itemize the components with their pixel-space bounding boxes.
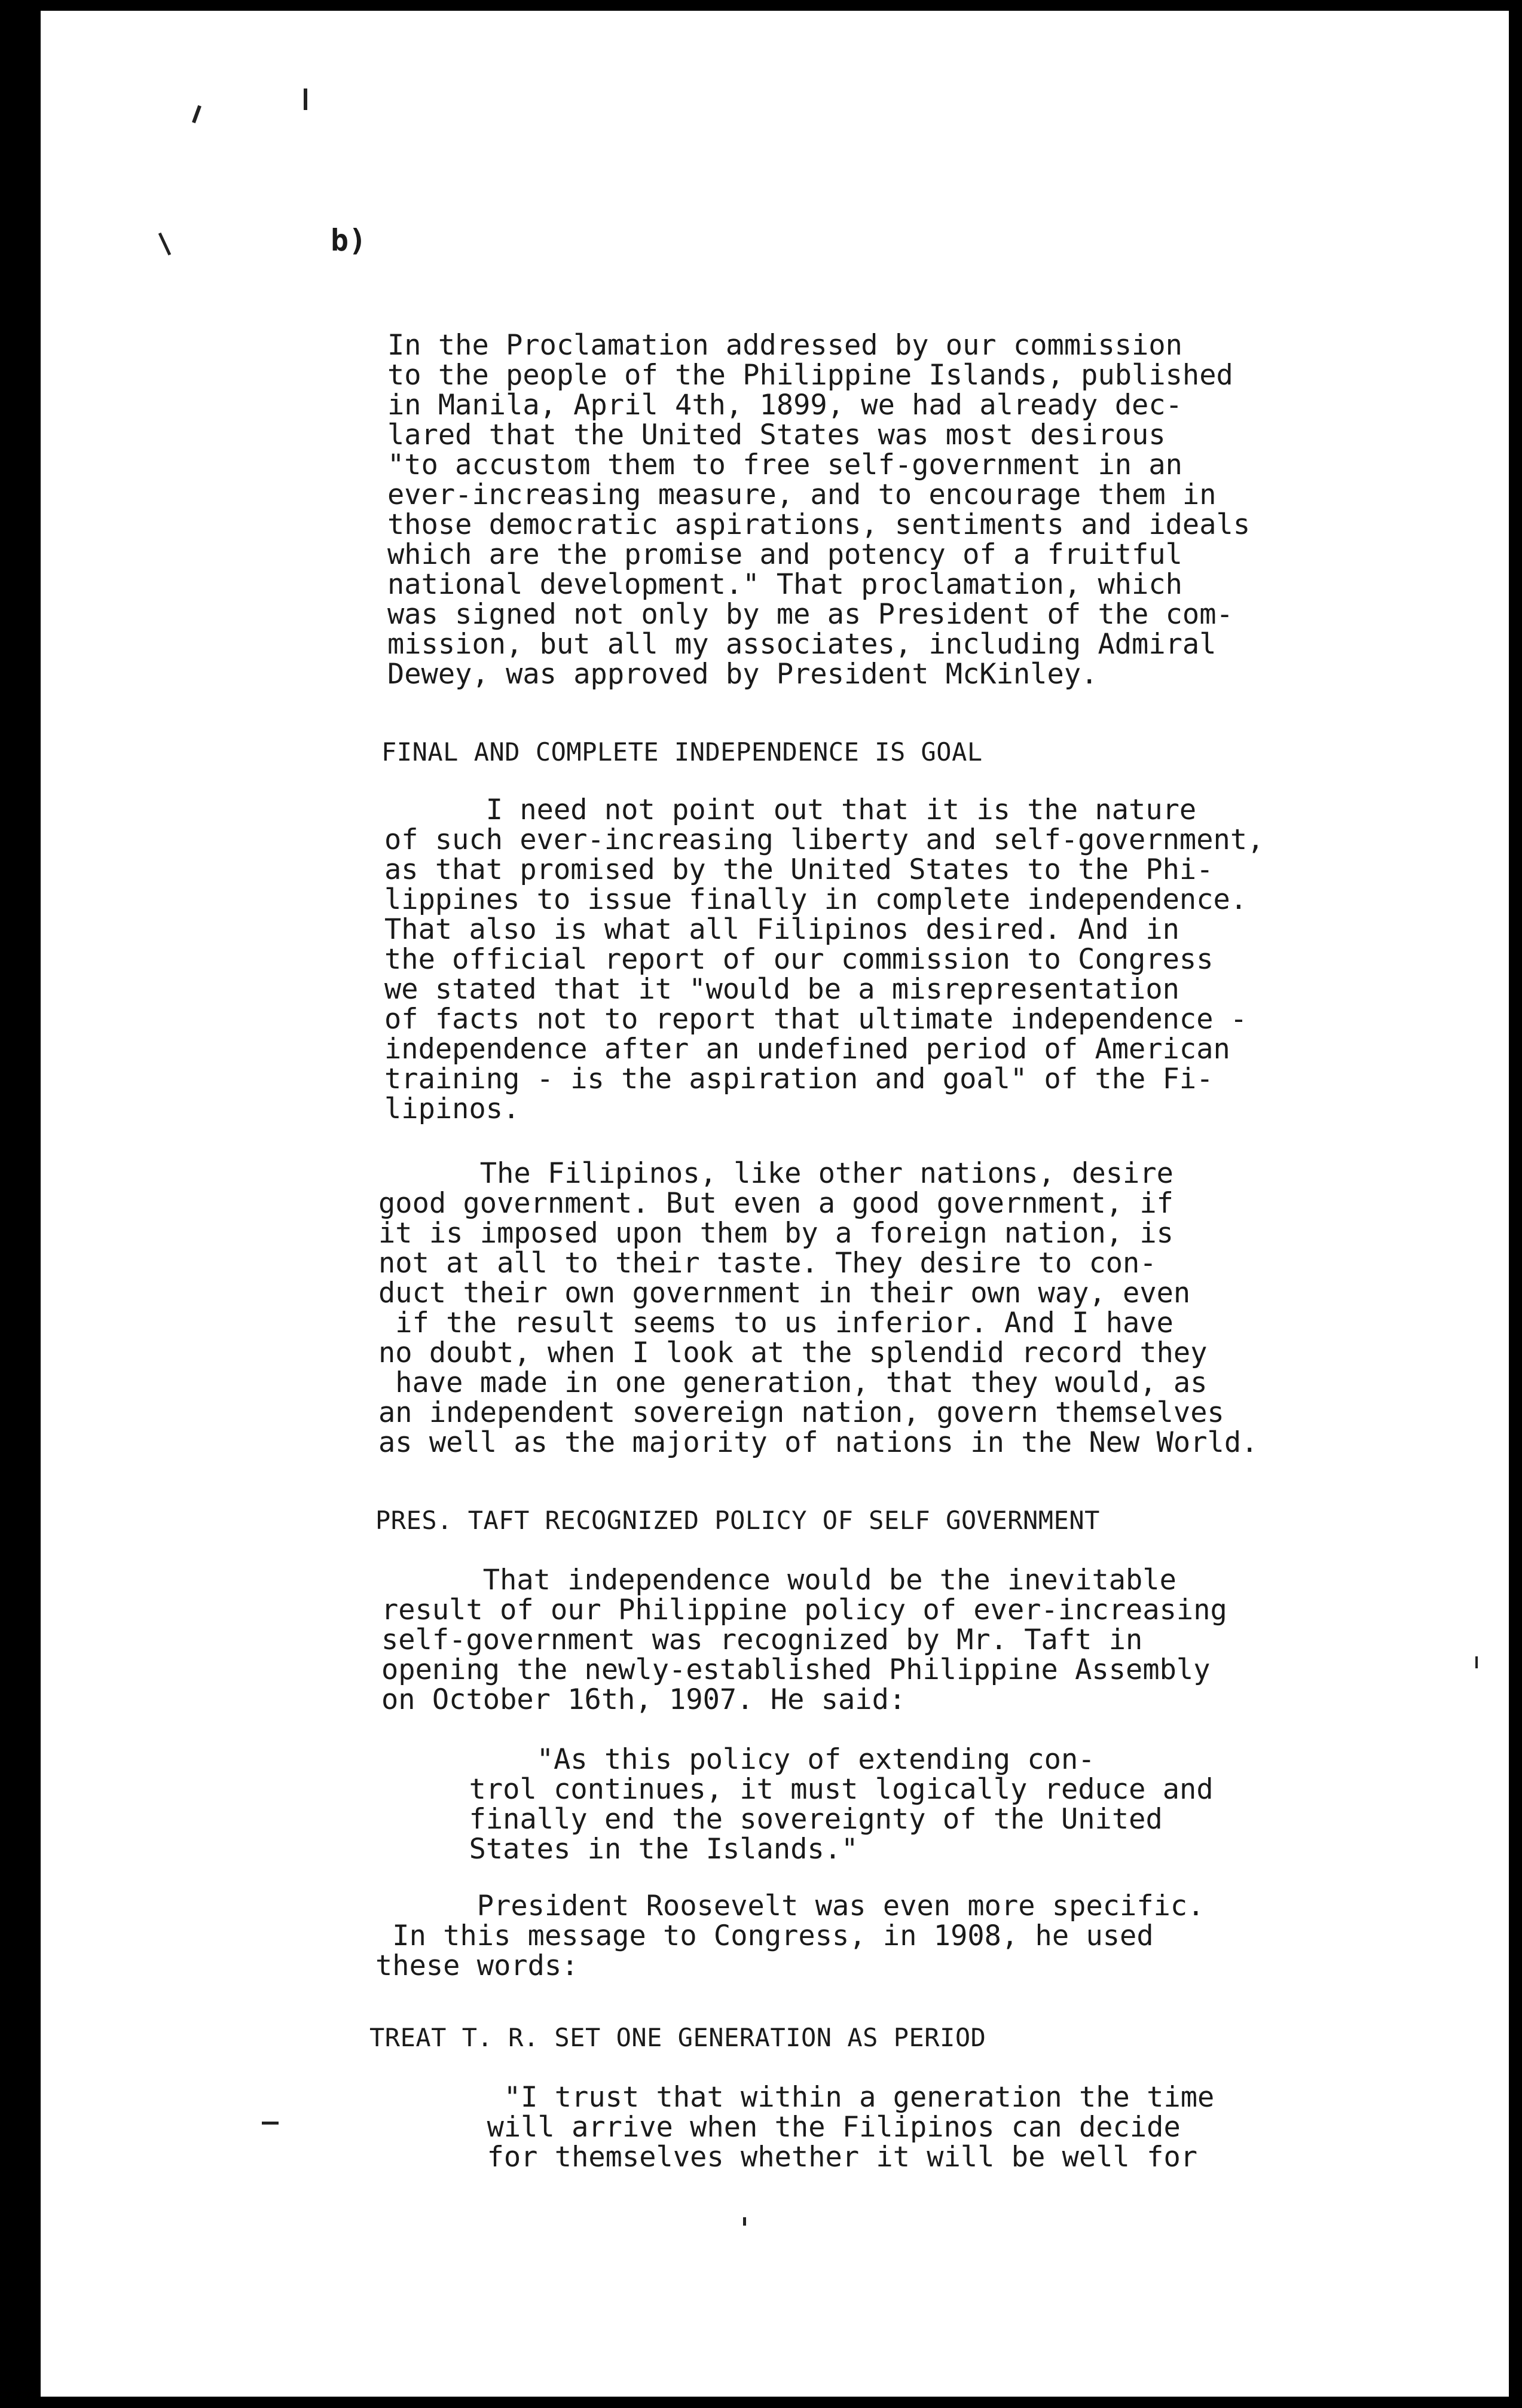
scan-mark	[158, 233, 171, 255]
typewritten-document	[41, 11, 1509, 2397]
section-label: b)	[331, 223, 367, 258]
heading-taft-policy: PRES. TAFT RECOGNIZED POLICY OF SELF GOVERNMENT	[375, 1506, 1100, 1535]
document-page	[41, 11, 1509, 2397]
scan-mark	[192, 105, 201, 123]
scan-mark	[304, 88, 307, 110]
heading-final-independence: FINAL AND COMPLETE INDEPENDENCE IS GOAL	[381, 737, 983, 767]
paragraph-nature-of-liberty: I need not point out that it is the nature of such ever-increasing liberty and self-government, as that promised by the United States to the Phi- lippines to issue finally in complete independence. That also is what all Filipinos desired. And in the official report of our commission to Congress we stated that it "would be a misrepresentation of facts not to report that ultimate independence - independence after an undefined period of American training - is the aspiration and goal" of the Fi- lipinos.	[384, 793, 1264, 1125]
paragraph-taft-assembly: That independence would be the inevitable result of our Philippine policy of ever-increasing self-government was recognized by Mr. Taft in opening the newly-established Philippine Assembly on October 16th, 1907. He said:	[381, 1564, 1227, 1716]
paragraph-proclamation: In the Proclamation addressed by our commission to the people of the Philippine Islands, published in Manila, April 4th, 1899, we had already dec- lared that the United States was most desirous "to accustom them to free self-government in an ever-increasing measure, and to encourage them in those democratic aspirations, sentiments and ideals which are the promise and potency of a fruitful national development." That proclamation, which was signed not only by me as President of the com- mission, but all my associates, including Admiral Dewey, was approved by President McKinley.	[387, 329, 1251, 691]
quote-taft: "As this policy of extending con- trol continues, it must logically reduce and finally end the sovereignty of the United States in the Islands."	[469, 1743, 1214, 1866]
paragraph-roosevelt: President Roosevelt was even more specific. In this message to Congress, in 1908, he used these words:	[375, 1890, 1205, 1982]
paragraph-filipinos-desire: The Filipinos, like other nations, desire good government. But even a good government, if it is imposed upon them by a foreign nation, is not at all to their taste. They desire to con- duct their own government in their own way, even if the result seems to us inferior. And I have no doubt, when I look at the splendid record they have made in one generation, that they would, as an independent sovereign nation, govern themselves as well as the majority of nations in the New World.	[378, 1157, 1258, 1459]
quote-roosevelt: "I trust that within a generation the time will arrive when the Filipinos can decide for themselves whether it will be well for	[487, 2081, 1215, 2174]
heading-roosevelt-generation: TREAT T. R. SET ONE GENERATION AS PERIOD	[369, 2023, 986, 2052]
scan-mark	[743, 2217, 746, 2226]
scan-mark	[262, 2122, 279, 2125]
scan-mark	[1475, 1656, 1478, 1668]
